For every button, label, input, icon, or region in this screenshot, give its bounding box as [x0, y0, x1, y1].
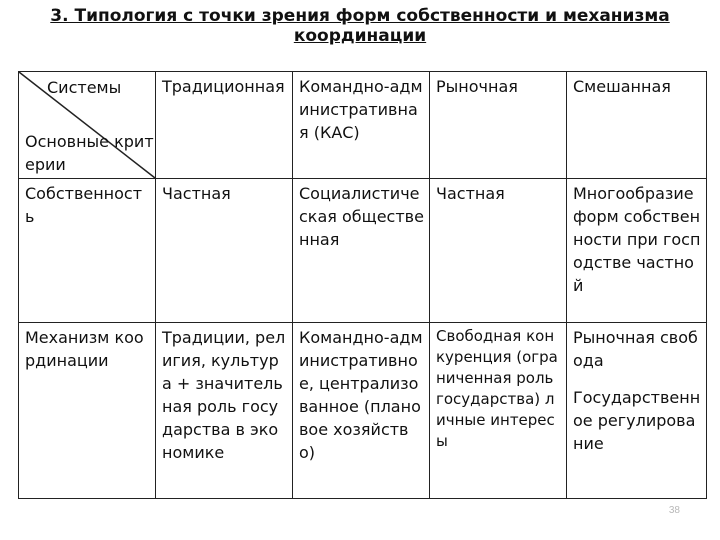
- table-row-ownership: [19, 179, 707, 323]
- page-number: 38: [668, 505, 680, 516]
- cell-spacer: [573, 372, 701, 386]
- cell-ownership-mixed: Многообразие форм собственности при господстве частной: [567, 179, 707, 323]
- cell-ownership-command: Социалистическая общественная: [293, 179, 430, 323]
- criterion-cell-coordination: Механизм координации: [19, 323, 156, 499]
- cell-ownership-traditional: Частная: [156, 179, 293, 323]
- slide-title: [0, 6, 720, 46]
- corner-label-systems: Системы: [47, 78, 122, 97]
- cell-coordination-market: Свободная конкуренция (ограниченная роль государства) личные интересы: [430, 323, 567, 499]
- cell-coordination-mixed-market-freedom: Рыночная свобода: [573, 328, 698, 370]
- table-header-row: [19, 72, 707, 179]
- header-cell-market: Рыночная: [430, 72, 567, 179]
- cell-coordination-mixed-state-regulation: Государственное регулирование: [573, 388, 701, 453]
- criterion-cell-ownership: Собственность: [19, 179, 156, 323]
- cell-coordination-mixed: [567, 323, 707, 499]
- typology-table: [18, 71, 707, 499]
- table-row-coordination: [19, 323, 707, 499]
- header-cell-command: Командно-административная (КАС): [293, 72, 430, 179]
- header-cell-traditional: Традиционная: [156, 72, 293, 179]
- header-cell-mixed: Смешанная: [567, 72, 707, 179]
- slide-title-line-1: 3. Типология с точки зрения форм собственности и механизма: [50, 6, 670, 26]
- cell-coordination-command: Командно-административное, централизованное (плановое хозяйство): [293, 323, 430, 499]
- corner-label-criteria: Основные критерии: [25, 132, 154, 174]
- cell-ownership-market: Частная: [430, 179, 567, 323]
- corner-cell: [19, 72, 156, 179]
- slide-title-line-2: координации: [293, 26, 427, 46]
- cell-coordination-traditional: Традиции, религия, культура + значительная роль государства в экономике: [156, 323, 293, 499]
